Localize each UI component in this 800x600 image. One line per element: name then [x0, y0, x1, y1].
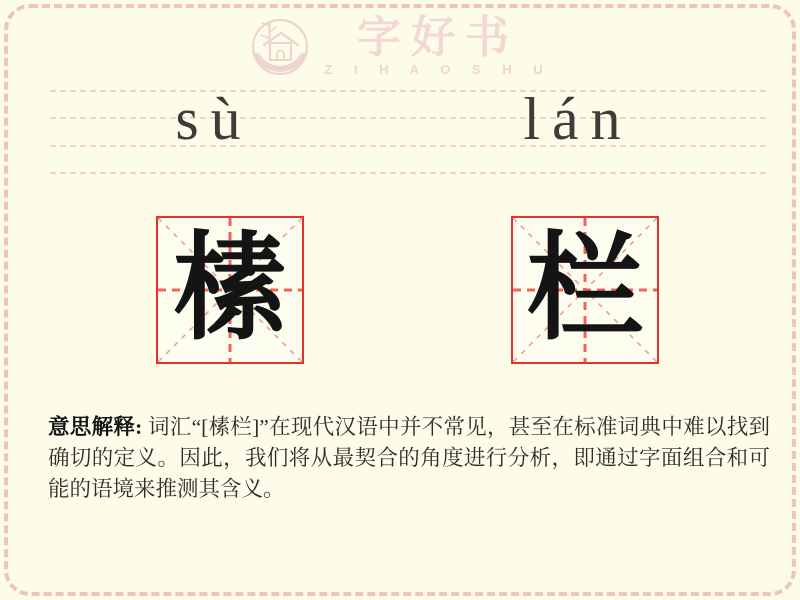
definition-text: 词汇“[榡栏]”在现代汉语中并不常见，甚至在标准词典中难以找到确切的定义。因此，我们将从最契合的角度进行分析，即通过字面组合和可能的语境来推测其含义。 [48, 415, 770, 501]
definition-label: 意思解释: [48, 415, 143, 439]
logo-text [324, 12, 552, 78]
character-grid-box [511, 216, 659, 364]
logo-subtitle: Z I H A O S H U [324, 62, 552, 78]
logo [8, 14, 792, 78]
logo-title: 字好书 [357, 12, 519, 62]
pinyin-lan: lán [523, 86, 633, 152]
character-su: 榡 [172, 226, 288, 354]
character-grid-box [156, 216, 304, 364]
pinyin-su: sù [175, 86, 253, 152]
worksheet-card [4, 4, 796, 596]
character-lan: 栏 [527, 226, 643, 354]
logo-emblem-icon [248, 14, 312, 78]
pinyin-guide-line [50, 172, 766, 174]
definition-paragraph [48, 412, 770, 505]
